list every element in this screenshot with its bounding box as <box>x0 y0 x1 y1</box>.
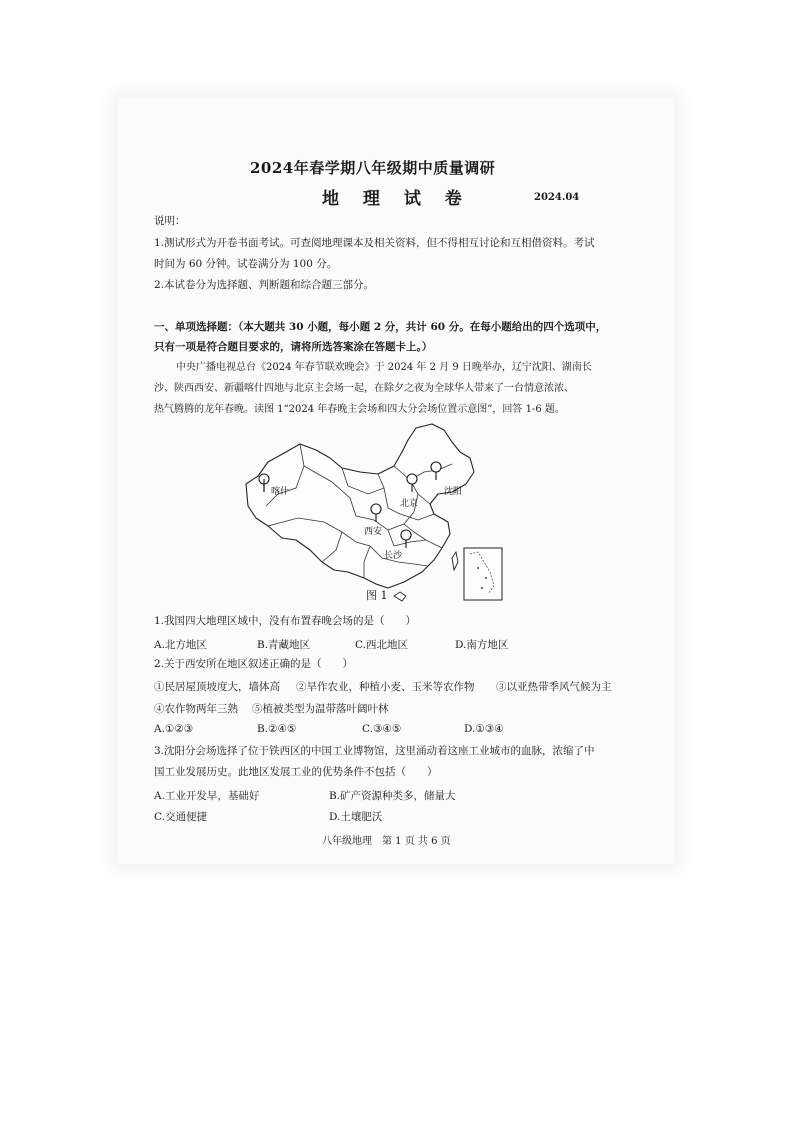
q3-option-c[interactable]: C.交通便捷 <box>154 811 207 823</box>
instruction-1: 1.测试形式为开卷书面考试。可查阅地理课本及相关资料，但不得相互讨论和互相借资料。考试 <box>154 237 595 249</box>
q3-stem: 3.沈阳分会场选择了位于铁西区的中国工业博物馆，这里涌动着这座工业城市的血脉，浓缩了中 <box>154 745 595 757</box>
q3-stem-b: 国工业发展历史。此地区发展工业的优势条件不包括（ ） <box>154 766 438 778</box>
city-beijing: 北京 <box>400 499 419 509</box>
q2-statement-3: ③以亚热带季风气候为主 <box>496 681 612 693</box>
q2-statement-2: ②旱作农业，种植小麦、玉米等农作物 <box>296 681 475 693</box>
instruction-2: 2.本试卷分为选择题、判断题和综合题三部分。 <box>154 279 375 291</box>
china-map <box>238 422 506 602</box>
city-changsha: 长沙 <box>384 551 403 561</box>
exam-title: 2024年春学期八年级期中质量调研 <box>250 159 496 177</box>
passage-line-2: 沙、陕西西安、新疆喀什四地与北京主会场一起，在除夕之夜为全球华人带来了一台情意浓浓、 <box>154 383 574 394</box>
passage-line-3: 热气腾腾的龙年春晚。读图 1“2024 年春晚主会场和四大分会场位置示意图”，回答 1-6 题。 <box>154 404 565 415</box>
q1-option-d[interactable]: D.南方地区 <box>455 639 509 651</box>
hainan-island <box>394 592 406 601</box>
q2-option-d[interactable]: D.①③④ <box>464 723 504 735</box>
q2-stem: 2.关于西安所在地区叙述正确的是（ ） <box>154 658 354 670</box>
q3-option-b[interactable]: B.矿产资源种类多，储量大 <box>329 790 456 802</box>
q3-option-d[interactable]: D.土壤肥沃 <box>329 811 383 823</box>
q1-stem: 1.我国四大地理区域中，没有布置春晚会场的是（ ） <box>154 615 417 627</box>
marker-shenyang <box>431 462 441 472</box>
q1-option-c[interactable]: C.西北地区 <box>355 639 408 651</box>
q1-option-b[interactable]: B.青藏地区 <box>257 639 311 651</box>
q2-option-a[interactable]: A.①②③ <box>154 723 194 735</box>
q1-option-a[interactable]: A.北方地区 <box>154 639 207 651</box>
city-xian: 西安 <box>364 527 383 537</box>
exam-date: 2024.04 <box>534 192 580 203</box>
section1-heading-b: 只有一项是符合题目要求的，请将所选答案涂在答题卡上。） <box>154 341 433 353</box>
q3-option-a[interactable]: A.工业开发早，基础好 <box>154 790 260 802</box>
exam-subtitle: 地 理 试 卷 <box>322 189 471 209</box>
figure-caption: 图 1 <box>366 589 388 602</box>
passage-line-1: 中央广播电视总台《2024 年春节联欢晚会》于 2024 年 2 月 9 日晚举办，辽宁沈阳、湖南长 <box>176 362 592 373</box>
page-footer: 八年级地理 第 1 页 共 6 页 <box>322 836 451 847</box>
taiwan-island <box>452 552 458 570</box>
city-kashgar: 喀什 <box>271 487 290 497</box>
marker-beijing <box>407 474 417 484</box>
marker-xian <box>371 504 381 514</box>
china-outline <box>246 424 474 588</box>
city-shenyang: 沈阳 <box>444 487 463 497</box>
q2-statement-1: ①民居屋顶坡度大，墙体高 <box>154 681 280 693</box>
marker-changsha <box>401 530 411 540</box>
q2-statement-5: ⑤植被类型为温带落叶阔叶林 <box>252 703 389 715</box>
q2-statement-4: ④农作物两年三熟 <box>154 703 238 715</box>
instruction-1b: 时间为 60 分钟。试卷满分为 100 分。 <box>154 258 338 270</box>
section1-heading: 一、单项选择题：（本大题共 30 小题，每小题 2 分，共计 60 分。在每小题给出的四个选项中， <box>154 321 607 333</box>
q2-option-b[interactable]: B.②④⑤ <box>257 723 297 735</box>
instructions-label: 说明： <box>154 215 186 227</box>
q2-option-c[interactable]: C.③④⑤ <box>362 723 402 735</box>
south-china-sea-inset <box>464 548 502 600</box>
